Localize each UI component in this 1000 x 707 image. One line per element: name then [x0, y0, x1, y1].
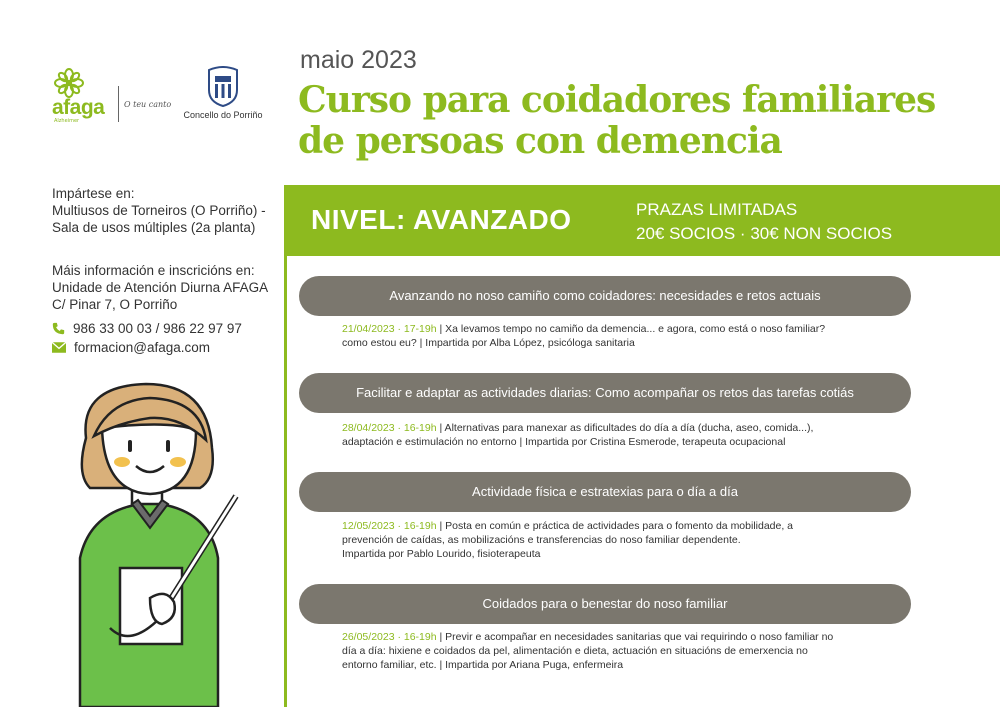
session-text: adaptación e estimulación no entorno | Impartida por Cristina Esmerode, terapeuta ocupacional	[342, 436, 786, 448]
session-datetime: 21/04/2023 · 17-19h	[342, 323, 437, 335]
concello-logo	[178, 66, 268, 126]
session-text: como estou eu? | Impartida por Alba López, psicóloga sanitaria	[342, 337, 635, 349]
session-title: Avanzando no noso camiño como coidadores: necesidades e retos actuais	[299, 276, 911, 316]
title-line-1: Curso para coidadores familiares	[298, 79, 936, 121]
concello-shield-icon	[205, 66, 241, 108]
teacher-illustration	[50, 378, 250, 707]
mail-icon	[52, 342, 66, 353]
session-title: Coidados para o benestar do noso familiar	[299, 584, 911, 624]
session-text: | Posta en común e práctica de actividades para o fomento da mobilidade, a	[436, 520, 794, 532]
afaga-subtitle: Alzheimer	[54, 118, 80, 124]
session-text: día a día: hixiene e coidados da pel, alimentación e dieta, actuación en situacións de emerxencia no	[342, 645, 808, 657]
concello-name: Concello do Porriño	[183, 110, 263, 120]
session-text: Impartida por Pablo Lourido, fisioterapeuta	[342, 548, 541, 560]
more-info-line-1: Unidade de Atención Diurna AFAGA	[52, 280, 269, 295]
session-description	[342, 421, 882, 449]
course-date: maio 2023	[300, 46, 417, 74]
level-label: NIVEL: AVANZADO	[311, 204, 572, 235]
phone-row	[52, 321, 242, 336]
venue-label: Impártese en:	[52, 186, 135, 201]
email-row	[52, 340, 210, 355]
session-description	[342, 322, 882, 350]
course-title	[298, 80, 935, 162]
afaga-wordmark: afaga	[52, 96, 105, 119]
limited-places: PRAZAS LIMITADAS	[636, 200, 798, 219]
session-datetime: 26/05/2023 · 16-19h	[342, 631, 437, 643]
price-info: 20€ SOCIOS · 30€ NON SOCIOS	[636, 224, 893, 243]
venue-line-2: Sala de usos múltiples (2a planta)	[52, 220, 256, 235]
session-text: entorno familiar, etc. | Impartida por Ariana Puga, enfermeira	[342, 659, 624, 671]
more-info-line-2: C/ Pinar 7, O Porriño	[52, 297, 178, 312]
session-text: prevención de caídas, as mobilizacións e transferencias do noso familiar dependente.	[342, 534, 741, 546]
logo-divider	[118, 86, 119, 122]
session-datetime: 28/04/2023 · 16-19h	[342, 422, 437, 434]
afaga-logo	[52, 68, 172, 124]
email-address: formacion@afaga.com	[74, 340, 211, 355]
phone-numbers: 986 33 00 03 / 986 22 97 97	[73, 321, 242, 336]
session-description	[342, 630, 882, 672]
session-datetime: 12/05/2023 · 16-19h	[342, 520, 437, 532]
afaga-flower-icon	[54, 68, 84, 98]
session-title: Facilitar e adaptar as actividades diarias: Como acompañar os retos das tarefas cotiás	[299, 373, 911, 413]
title-line-2: de persoas con demencia	[298, 120, 782, 162]
session-text: | Previr e acompañar en necesidades sanitarias que vai requirindo o noso familiar no	[436, 631, 834, 643]
phone-icon	[52, 322, 65, 335]
session-text: | Xa levamos tempo no camiño da demencia... e agora, como está o noso familiar?	[436, 323, 826, 335]
more-info-label: Máis información e inscricións en:	[52, 263, 255, 278]
places-block	[636, 198, 892, 246]
session-text: | Alternativas para manexar as dificultades do día a día (ducha, aseo, comida...),	[436, 422, 814, 434]
session-description	[342, 519, 882, 561]
venue-line-1: Multiusos de Torneiros (O Porriño) -	[52, 203, 266, 218]
afaga-tagline: O teu canto	[124, 100, 172, 109]
session-title: Actividade física e estratexias para o día a día	[299, 472, 911, 512]
more-info-block	[52, 262, 282, 313]
venue-block	[52, 185, 282, 236]
